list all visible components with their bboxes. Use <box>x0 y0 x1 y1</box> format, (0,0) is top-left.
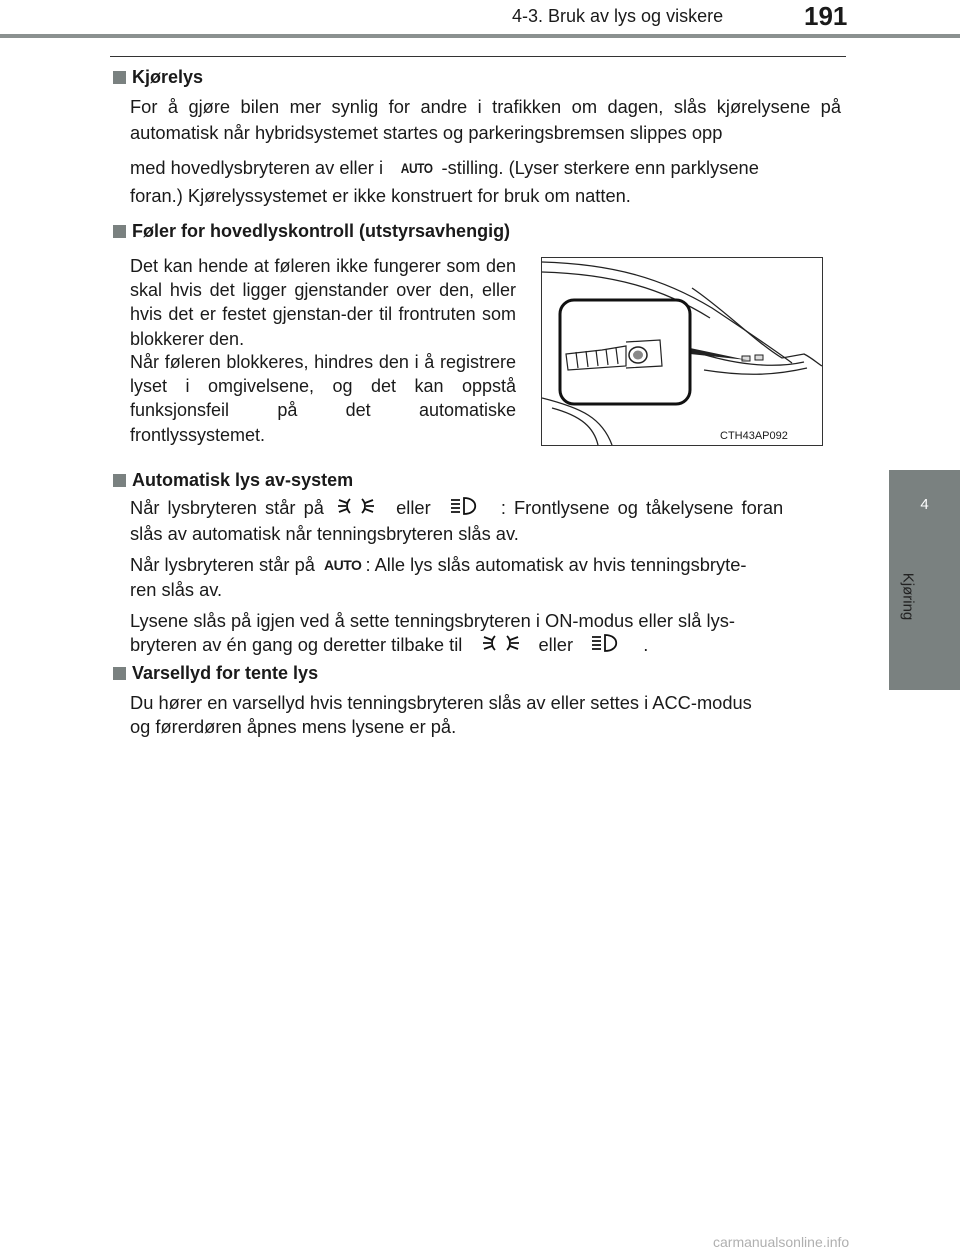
chapter-number: 4 <box>920 496 929 513</box>
varsellyd-paragraph-1: Du hører en varsellyd hvis tenningsbryteren slås av eller settes i ACC-modus <box>130 692 752 713</box>
kjorelys-paragraph-2: med hovedlysbryteren av eller i AUTO -stilling. (Lyser sterkere enn parklysene <box>130 155 841 181</box>
header-section-title: 4-3. Bruk av lys og viskere <box>512 6 724 26</box>
auto-off-paragraph-2-cont: ren slås av. <box>130 579 223 600</box>
sensor-figure <box>541 257 823 446</box>
header-rule <box>0 34 960 38</box>
auto-icon: AUTO <box>324 557 362 573</box>
tail-light-icon <box>336 495 376 524</box>
kjorelys-paragraph-1: For å gjøre bilen mer synlig for andre i trafikken om dagen, slås kjørelysene på automatisk når hybridsystemet startes og parkeringsbremsen slippes opp <box>130 96 841 143</box>
auto-off-paragraph-3: Lysene slås på igjen ved å sette tenningsbryteren i ON-modus eller slå lys- <box>130 610 735 631</box>
chapter-name-container <box>899 560 926 640</box>
page-header <box>0 0 960 34</box>
auto-icon: AUTO <box>400 160 433 176</box>
auto-off-paragraph-3-cont: bryteren av én gang og deretter tilbake til eller . <box>130 632 841 661</box>
section-heading-foler: Føler for hovedlyskontroll (utstyrsavhengig) <box>113 221 510 242</box>
kjorelys-paragraph-3: foran.) Kjørelyssystemet er ikke konstruert for bruk om natten. <box>130 185 631 206</box>
section-heading-auto-off: Automatisk lys av-system <box>113 470 353 491</box>
foler-paragraph-2: Når føleren blokkeres, hindres den i å registrere lyset i omgivelsene, og det kan oppstå funksjonsfeil på det automatiske frontlyssystemet. <box>130 352 516 445</box>
bullet-square-icon <box>113 667 126 680</box>
auto-off-paragraph-1: Når lysbryteren står på eller : Frontlysene og tåkelysene foran <box>130 495 850 524</box>
headlight-icon <box>449 495 483 524</box>
bullet-square-icon <box>113 474 126 487</box>
tail-light-icon <box>481 632 521 661</box>
headlight-icon <box>590 632 624 661</box>
bullet-square-icon <box>113 225 126 238</box>
section-heading-kjorelys: Kjørelys <box>113 67 203 88</box>
auto-off-paragraph-2: Når lysbryteren står på AUTO : Alle lys slås automatisk av hvis tenningsbryte- <box>130 552 841 578</box>
foler-paragraph-1: Det kan hende at føleren ikke fungerer som den skal hvis det ligger gjenstander over den, eller hvis det er festet gjenstan-der til frontruten som blokkerer den. <box>130 256 516 349</box>
section-heading-varsellyd: Varsellyd for tente lys <box>113 663 318 684</box>
auto-off-paragraph-1-cont: slås av automatisk når tenningsbryteren slås av. <box>130 523 519 544</box>
footer-watermark: carmanualsonline.info <box>713 1234 850 1250</box>
chapter-name: Kjøring <box>899 572 917 621</box>
page-number: 191 <box>804 1 848 31</box>
figure-code: CTH43AP092 <box>720 430 788 442</box>
varsellyd-paragraph-2: og førerdøren åpnes mens lysene er på. <box>130 716 457 737</box>
content-top-rule <box>110 56 846 57</box>
bullet-square-icon <box>113 71 126 84</box>
windshield-sensor-illustration <box>542 258 822 445</box>
